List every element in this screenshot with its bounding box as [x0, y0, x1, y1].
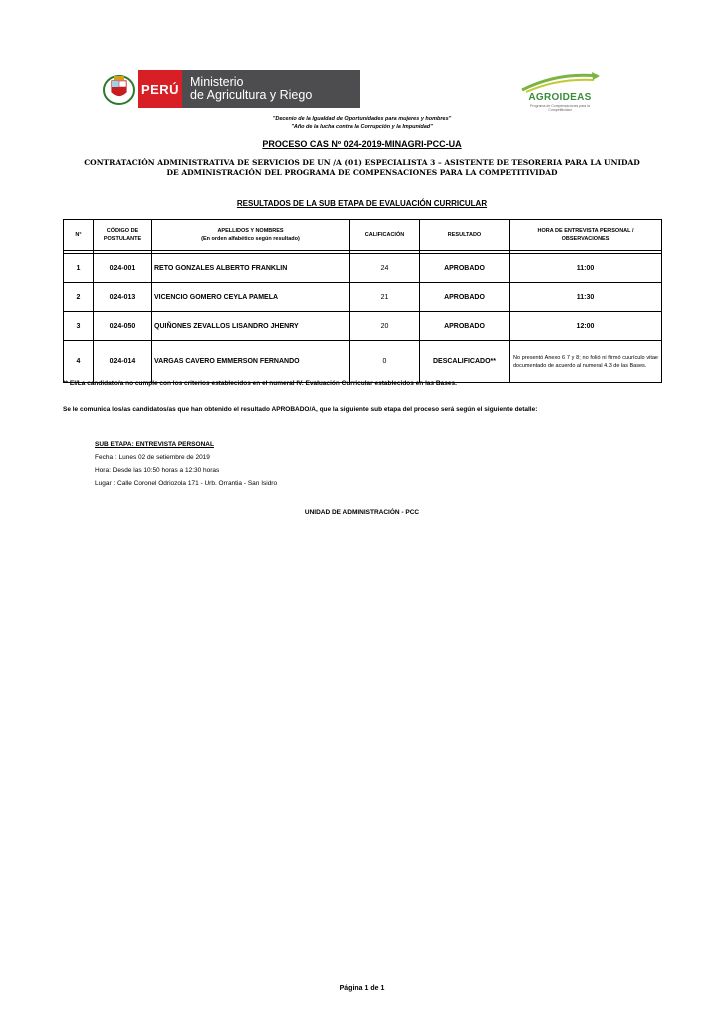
cell-hora: 11:00	[510, 254, 662, 283]
cell-resultado: DESCALIFICADO**	[420, 341, 510, 383]
cell-calificacion: 20	[350, 312, 420, 341]
cell-codigo: 024-014	[94, 341, 152, 383]
cell-resultado: APROBADO	[420, 254, 510, 283]
cell-calificacion: 0	[350, 341, 420, 383]
cell-nombre: VARGAS CAVERO EMMERSON FERNANDO	[152, 341, 350, 383]
header-apellidos	[152, 220, 350, 251]
header-apellidos-line2: (En orden alfabético según resultado)	[201, 236, 300, 242]
cell-calificacion: 21	[350, 283, 420, 312]
header-apellidos-line1: APELLIDOS Y NOMBRES	[217, 228, 284, 234]
results-table	[63, 219, 662, 383]
next-stage-time: Hora: Desde las 10:50 horas a 12:30 horas	[95, 467, 220, 474]
table-row	[64, 283, 662, 312]
cell-resultado: APROBADO	[420, 312, 510, 341]
header-calificacion: CALIFICACIÓN	[350, 220, 420, 251]
header-codigo-line1: CÓDIGO DE	[106, 228, 139, 234]
table-header-row	[64, 220, 662, 251]
header-hora-line1: HORA DE ENTREVISTA PERSONAL /	[537, 228, 634, 234]
cell-resultado: APROBADO	[420, 283, 510, 312]
table-row	[64, 254, 662, 283]
results-title: RESULTADOS DE LA SUB ETAPA DE EVALUACIÓN CURRICULAR	[236, 199, 488, 208]
cell-nombre: VICENCIO GOMERO CEYLA PAMELA	[152, 283, 350, 312]
table-row	[64, 312, 662, 341]
header-hora-line2: OBSERVACIONES	[561, 236, 610, 242]
page-number: Página 1 de 1	[339, 985, 385, 992]
ministry-line2: de Agricultura y Riego	[190, 88, 313, 102]
decade-motto: "Decenio de la Igualdad de Oportunidades para mujeres y hombres"	[272, 116, 452, 122]
process-title: PROCESO CAS Nº 024-2019-MINAGRI-PCC-UA	[262, 139, 462, 149]
next-stage-title: SUB ETAPA: ENTREVISTA PERSONAL	[95, 441, 214, 448]
cell-num: 1	[64, 254, 94, 283]
header-resultado: RESULTADO	[420, 220, 510, 251]
signature-unit: UNIDAD DE ADMINISTRACIÓN - PCC	[304, 509, 420, 516]
cell-codigo: 024-001	[94, 254, 152, 283]
communication-note: Se le comunica los/as candidatos/as que han obtenido el resultado APROBADO/A, que la siguiente sub etapa del proceso será según el siguiente detalle:	[63, 406, 538, 413]
agroideas-logo	[518, 70, 602, 110]
next-stage-details	[95, 438, 277, 490]
cell-num: 2	[64, 283, 94, 312]
header-codigo	[94, 220, 152, 251]
next-stage-place: Lugar : Calle Coronel Odriozola 171 - Urb. Orrantia - San Isidro	[95, 480, 278, 487]
header-num: N°	[64, 220, 94, 251]
coat-of-arms-icon	[100, 70, 138, 108]
contract-description: CONTRATACIÓN ADMINISTRATIVA DE SERVICIOS DE UN /A (01) ESPECIALISTA 3 – ASISTENTE DE TESORERIA PARA LA UNIDAD DE ADMINISTRACIÓN DEL PROGRAMA DE COMPENSACIONES PARA LA COMPETITIVIDAD	[84, 158, 640, 177]
cell-hora: 12:00	[510, 312, 662, 341]
next-stage-date: Fecha : Lunes 02 de setiembre de 2019	[95, 454, 210, 461]
cell-observaciones: No presentó Anexo 6 7 y 8; no folió ni firmó cuurículo vitae documentado de acuerdo al numeral 4.3 de las Bases.	[510, 341, 662, 383]
ministry-name	[182, 70, 360, 108]
ministry-logo	[100, 70, 360, 108]
cell-codigo: 024-013	[94, 283, 152, 312]
header-hora	[510, 220, 662, 251]
footnote: ** El/La candidato/a no cumple con los criterios establecidos en el numeral IV. Evaluación Curricular establecidos en las Bases.	[63, 380, 457, 387]
cell-hora: 11:30	[510, 283, 662, 312]
header-codigo-line2: POSTULANTE	[103, 236, 142, 242]
agroideas-swoosh-icon	[518, 70, 602, 94]
cell-codigo: 024-050	[94, 312, 152, 341]
table-row	[64, 341, 662, 383]
cell-num: 3	[64, 312, 94, 341]
cell-num: 4	[64, 341, 94, 383]
cell-nombre: RETO GONZALES ALBERTO FRANKLIN	[152, 254, 350, 283]
ministry-line1: Ministerio	[190, 75, 244, 89]
agroideas-label: AGROIDEAS	[528, 92, 592, 103]
agroideas-subtitle: Programa de Compensaciones para la Competitividad	[530, 104, 590, 112]
year-motto: "Año de la lucha contra la Corrupción y la Impunidad"	[291, 124, 433, 130]
peru-label: PERÚ	[138, 70, 182, 108]
cell-nombre: QUIÑONES ZEVALLOS LISANDRO JHENRY	[152, 312, 350, 341]
cell-calificacion: 24	[350, 254, 420, 283]
